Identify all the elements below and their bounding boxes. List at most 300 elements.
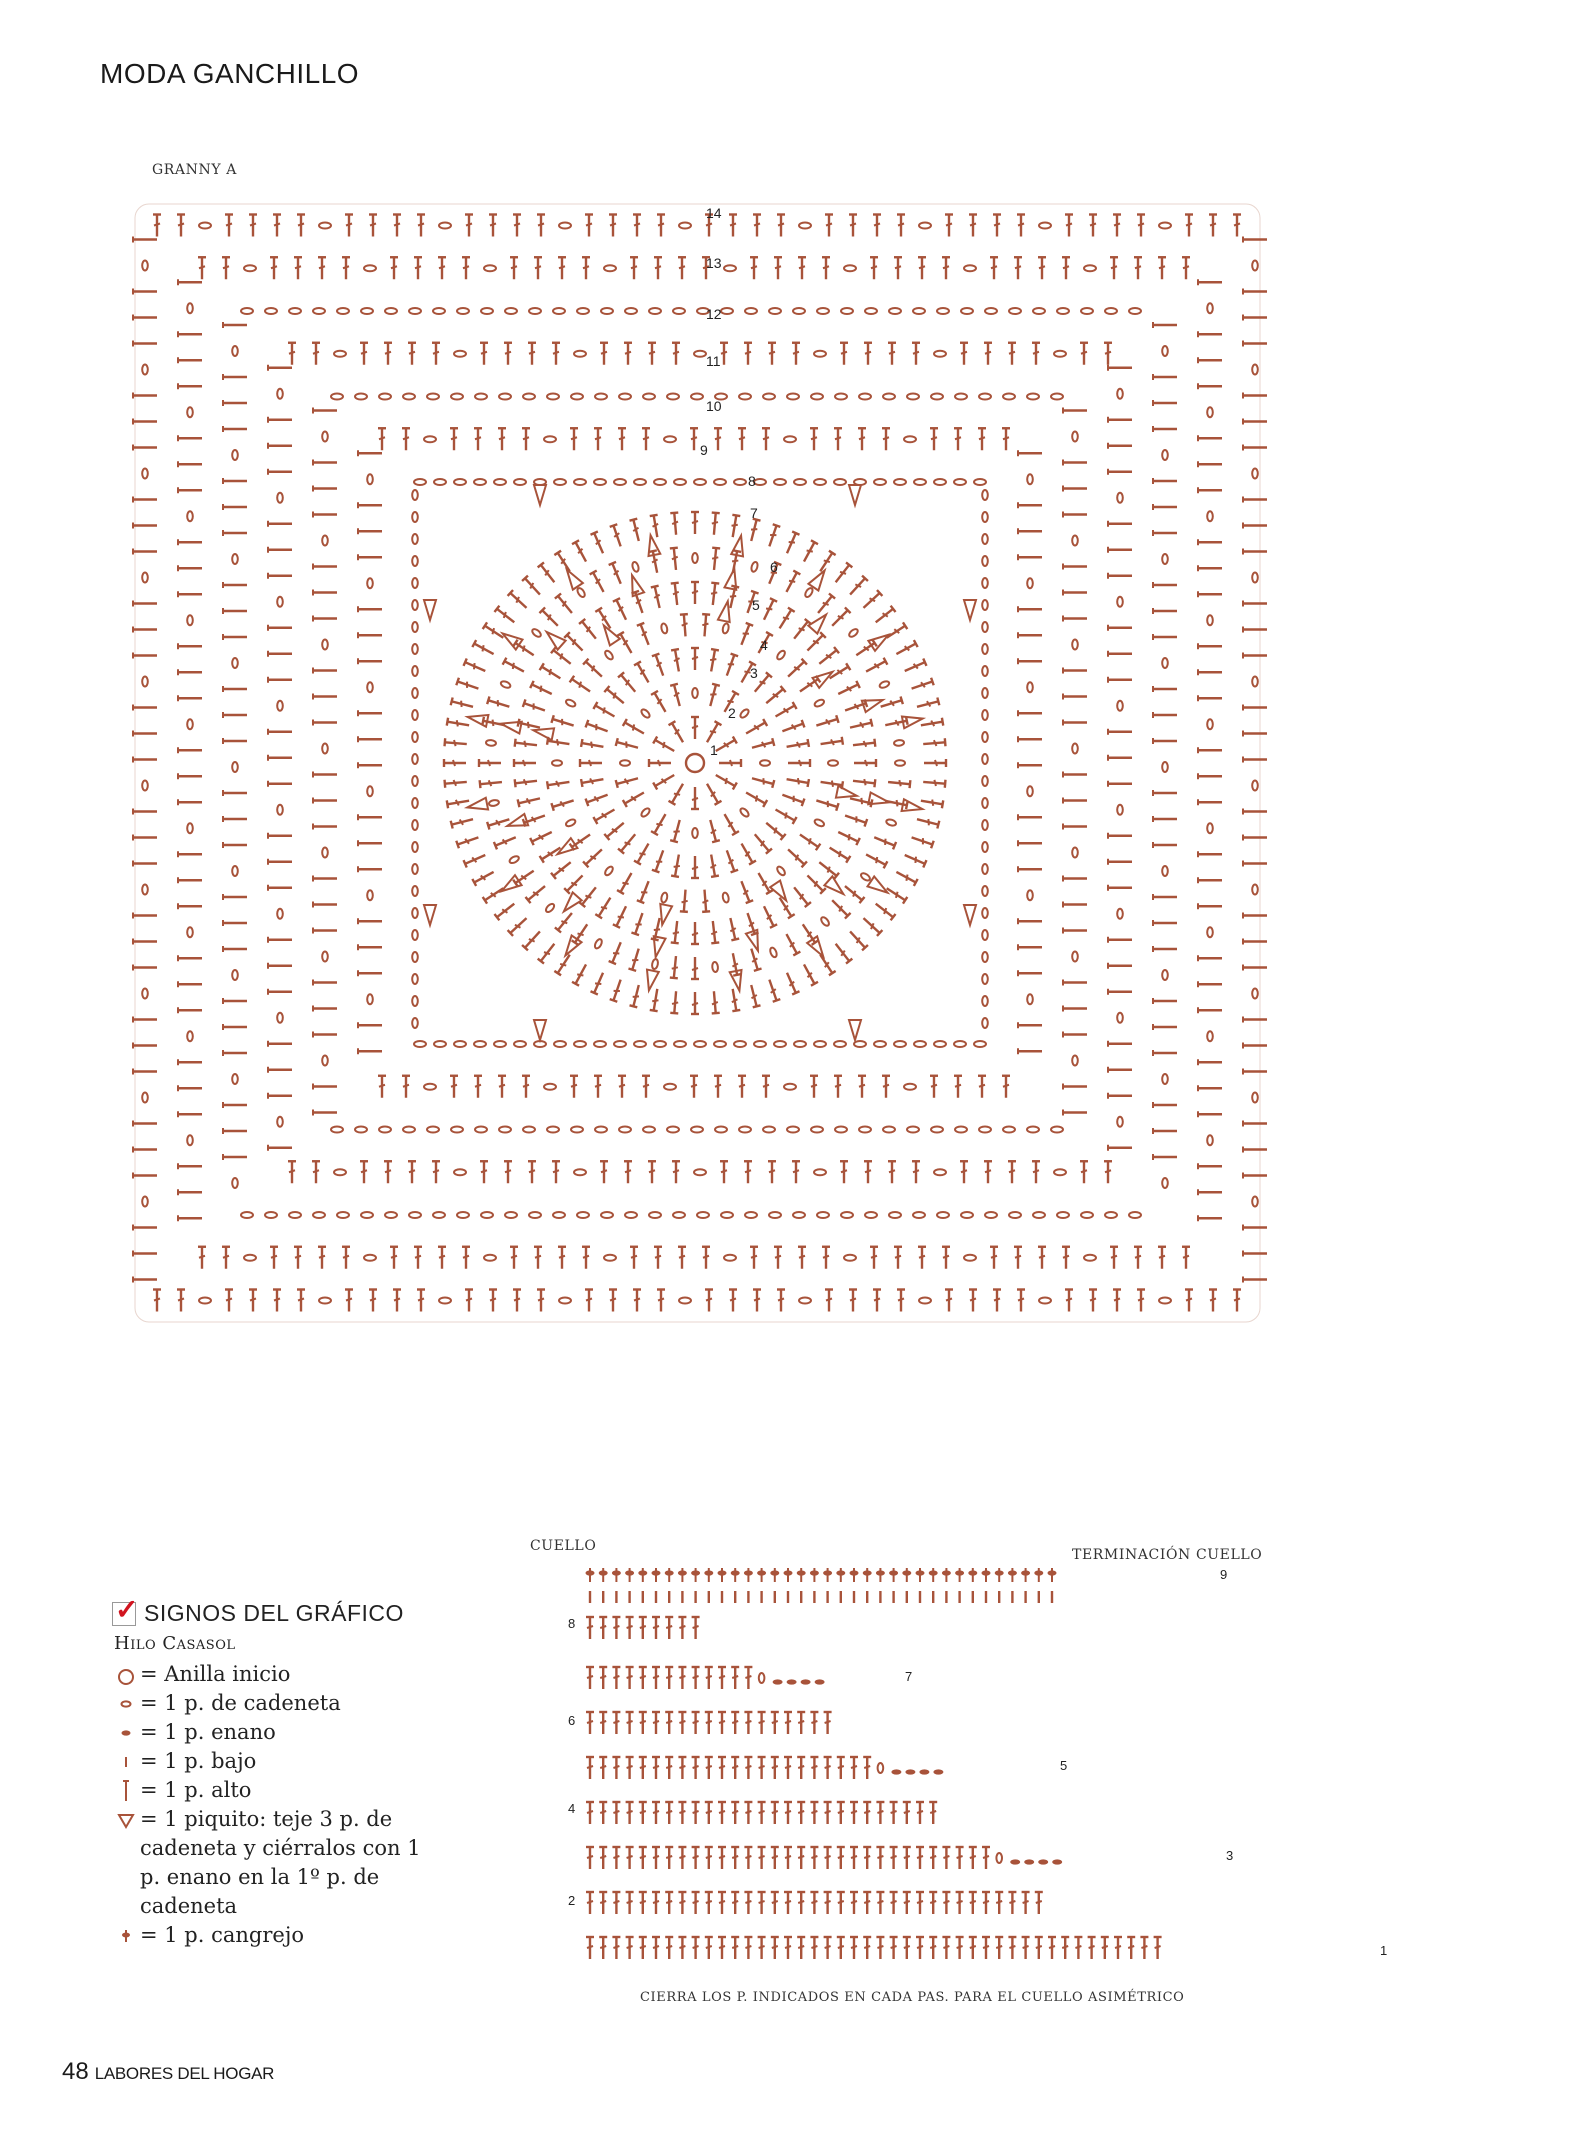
cuello-row-stitch [678,1617,686,1639]
round-9-stitch [450,428,458,450]
round-10-stitch [451,1127,463,1133]
round-7-stitch [508,915,530,936]
cuello-row-stitch [771,1937,779,1959]
round-13-stitch [582,257,590,279]
round-13-stitch [178,279,202,285]
round-2-stitch [706,819,719,842]
cuello-chart [560,1555,1410,1985]
round-13-stitch [390,257,398,279]
round-11-stitch [1108,833,1132,839]
round-11-stitch [268,1041,292,1047]
round-12-stitch [1057,1212,1069,1218]
round-3-stitch [586,720,609,735]
round-14-stitch [489,1290,497,1312]
round-2-stitch [760,760,770,766]
round-13-stitch [964,1255,976,1261]
cuello-row-stitch [758,1937,766,1959]
cuello-row-stitch [797,1937,805,1959]
round-6-stitch [873,834,896,850]
cuello-row-stitch [850,1757,858,1779]
round-12-stitch [409,308,421,314]
corner-picot [849,1020,861,1040]
round-13-stitch [1207,1135,1213,1145]
round-12-stitch [865,1212,877,1218]
round-14-stitch [133,601,157,607]
round-9-stitch [367,994,373,1004]
round-11-stitch [432,1161,440,1183]
round-10-stitch [979,1127,991,1133]
round-3-stitch [618,832,638,854]
cuello-row-stitch [652,1802,660,1824]
round-11-stitch [528,343,536,365]
round-10-stitch [322,848,328,858]
cuello-row-stitch [837,1892,845,1914]
round-8-chain [412,556,418,566]
round-14-stitch [729,1290,737,1312]
round-13-stitch [1158,1247,1166,1269]
cuello-row-stitch [626,1937,634,1959]
round-number-label: 2 [728,705,736,721]
round-13-stitch [1207,719,1213,729]
cuello-row-stitch [599,1712,607,1734]
round-11-stitch [504,343,512,365]
cuello-caption: CIERRA LOS P. INDICADOS EN CADA PAS. PARA EL CUELLO ASIMÉTRICO [640,1990,1185,2005]
round-12-stitch [241,308,253,314]
cuello-row-stitch [810,1892,818,1914]
round-11-stitch [268,651,292,657]
round-14-stitch [1159,223,1171,229]
round-10-stitch [739,1127,751,1133]
round-9-stitch [358,554,382,560]
cuello-row-stitch [955,1568,964,1582]
round-12-stitch [1153,738,1177,744]
round-10-stitch [619,394,631,400]
chain-icon [112,1689,140,1718]
round-14-stitch [1252,1093,1258,1103]
round-5-stitch [837,828,860,845]
cuello-row-stitch [612,1667,620,1689]
cuello-row-stitch [810,1757,818,1779]
cuello-slip-stitch [891,1769,901,1774]
cuello-row-stitch [652,1937,660,1959]
round-2-stitch [616,774,639,787]
round-13-stitch [822,1247,830,1269]
round-10-stitch [763,394,775,400]
round-13-stitch [990,257,998,279]
cuello-row-stitch [692,1847,700,1869]
round-10-stitch [787,1127,799,1133]
round-11-stitch [840,1161,848,1183]
round-12-stitch [1153,504,1177,510]
round-12-stitch [457,308,469,314]
round-13-stitch [942,257,950,279]
round-4-stitch [565,698,576,707]
round-1-stitch [691,787,699,809]
round-14-stitch [133,939,157,945]
cuello-row-stitch [639,1892,647,1914]
round-5-stitch [805,873,826,894]
round-10-stitch [1051,1127,1063,1133]
round-13-stitch [178,1189,202,1195]
cuello-row-stitch [652,1757,660,1779]
round-9-stitch [498,428,506,450]
round-4-stitch [660,892,668,903]
round-12-stitch [1033,308,1045,314]
round-13-stitch [1198,1111,1222,1117]
round-14-stitch [1243,1043,1267,1049]
round-4-stitch [722,623,730,634]
round-13-stitch [1198,877,1222,883]
round-2-stitch [651,812,669,835]
round-13-stitch [1198,383,1222,389]
round-7-stitch [447,718,470,730]
round-3-stitch [652,654,667,677]
round-14-stitch [133,497,157,503]
cuello-row-stitch [876,1892,884,1914]
round-6-stitch [525,883,547,903]
round-13-stitch [178,539,202,545]
round-9-stitch [358,762,382,768]
legend-item [112,1805,432,1921]
round-13-stitch [1198,643,1222,649]
cuello-row-stitch [692,1667,700,1689]
round-14-stitch [369,1290,377,1312]
round-9-stitch [714,428,722,450]
cuello-slip-stitch [933,1769,943,1774]
legend-item-text: = Anilla inicio [140,1662,291,1686]
round-14-stitch [1137,215,1145,237]
cuello-row-stitch [599,1617,607,1639]
round-8-chain [982,644,988,654]
cuello-row-stitch [876,1568,885,1582]
granny-outline [135,204,1260,1322]
round-13-stitch [1198,357,1222,363]
cuello-row-stitch [718,1667,726,1689]
round-8-chain [412,930,418,940]
cuello-row-stitch [797,1568,806,1582]
round-8-chain [982,842,988,852]
round-3-stitch [764,686,786,706]
round-8-chain [982,886,988,896]
round-8-chain [982,952,988,962]
round-1-stitch [653,772,676,790]
round-11-stitch [1108,365,1132,371]
cuello-row-stitch [639,1937,647,1959]
round-14-stitch [133,1017,157,1023]
round-6-stitch [508,855,519,865]
cuello-row-stitch [665,1712,673,1734]
round-12-stitch [1153,1050,1177,1056]
round-3-stitch [671,649,683,672]
round-14-stitch [657,1290,665,1312]
round-14-stitch [199,223,211,229]
round-8-chain [614,479,626,485]
round-12-stitch [1153,322,1177,328]
round-6-stitch [555,593,575,615]
cuello-slip-stitch [787,1679,797,1684]
round-7-stitch [650,515,662,538]
round-4-stitch [815,715,838,729]
round-7-stitch [444,759,466,767]
round-13-stitch [187,303,193,313]
round-12-stitch [553,1212,565,1218]
round-14-stitch [585,1290,593,1312]
round-7-stitch [766,524,781,547]
round-11-stitch [268,1145,292,1151]
round-3-stitch [593,806,616,824]
cuello-row-stitch [599,1937,607,1959]
round-12-stitch [223,1050,247,1056]
cuello-row-stitch [1008,1568,1017,1582]
round-3-stitch [580,759,602,767]
round-12-stitch [1153,634,1177,640]
round-12-stitch [961,1212,973,1218]
round-8-chain [412,798,418,808]
round-4-stitch [820,737,843,748]
round-8-chain [982,600,988,610]
round-3-stitch [786,739,809,751]
legend-item [112,1921,432,1950]
round-10-stitch [1063,1006,1087,1012]
cuello-row-stitch [903,1892,911,1914]
round-5-stitch [817,859,839,879]
round-2-stitch [620,760,630,766]
cuello-row-stitch [586,1847,594,1869]
round-13-stitch [187,1135,193,1145]
round-14-stitch [1243,1277,1267,1283]
cuello-row-stitch [744,1757,752,1779]
round-6-stitch [894,740,905,747]
legend-item [112,1660,432,1689]
round-7-stitch [691,512,699,534]
round-14-stitch [1233,1290,1241,1312]
round-7-stitch [494,606,516,626]
round-4-stitch [583,846,605,867]
cuello-row-stitch [903,1937,911,1959]
round-12-stitch [1153,374,1177,380]
round-5-stitch [523,699,546,714]
round-1-stitch [669,782,687,805]
cuello-row-stitch [956,1892,964,1914]
round-2-stitch [744,789,767,807]
round-12-stitch [817,1212,829,1218]
round-10-stitch [313,1110,337,1116]
round-11-stitch [648,343,656,365]
round-12-stitch [577,308,589,314]
legend-item [112,1747,432,1776]
round-12-stitch [457,1212,469,1218]
round-12-stitch [817,308,829,314]
legend-title-text: SIGNOS DEL GRÁFICO [144,1600,404,1626]
cuello-row-stitch [758,1757,766,1779]
round-12-stitch [985,308,997,314]
round-9-stitch [522,1076,530,1098]
round-13-stitch [702,1247,710,1269]
cuello-row-stitch [863,1802,871,1824]
round-14-stitch [1243,835,1267,841]
cuello-row-stitch [758,1847,766,1869]
round-11-stitch [1108,963,1132,969]
round-number-label: 6 [770,559,778,575]
round-12-stitch [913,308,925,314]
round-14-stitch [1243,861,1267,867]
round-number-label: 3 [750,665,758,681]
cuello-row-stitch [744,1937,752,1959]
round-14-stitch [1243,289,1267,295]
round-7-stitch [630,984,643,1007]
round-10-stitch [1072,952,1078,962]
round-10-stitch [1003,394,1015,400]
round-14-stitch [133,1043,157,1049]
cuello-turn-chain [878,1763,884,1773]
round-6-stitch [480,778,503,788]
round-4-stitch [551,797,574,811]
round-9-stitch [714,1076,722,1098]
round-11-stitch [268,989,292,995]
round-10-stitch [403,394,415,400]
round-14-stitch [513,215,521,237]
round-11-stitch [384,1161,392,1183]
round-3-stitch [593,702,616,720]
round-5-stitch [837,681,860,698]
round-14-stitch [133,1147,157,1153]
round-2-stitch [751,738,774,751]
cuello-row-stitch [678,1847,686,1869]
round-8-chain [554,1041,566,1047]
round-11-stitch [1104,343,1112,365]
cuello-row-stitch [665,1757,673,1779]
cuello-row-stitch [1008,1937,1016,1959]
cuello-row-stitch [797,1802,805,1824]
round-8-chain [854,1041,866,1047]
round-11-stitch [1108,573,1132,579]
round-14-stitch [1243,1251,1267,1257]
round-9-stitch [1018,970,1042,976]
cuello-row-stitch [718,1892,726,1914]
cuello-row-stitch [889,1568,898,1582]
round-8-chain [514,479,526,485]
round-11-stitch [268,443,292,449]
round-11-stitch [1117,597,1123,607]
cuello-row-stitch [995,1892,1003,1914]
round-10-stitch [313,590,337,596]
round-7-stitch [456,678,479,693]
cuello-row-stitch [784,1847,792,1869]
round-9-stitch [858,1076,866,1098]
round-14-stitch [133,341,157,347]
round-6-stitch [848,628,859,639]
round-10-stitch [571,1127,583,1133]
round-14-stitch [1243,913,1267,919]
round-10-stitch [322,640,328,650]
round-5-stitch [595,896,613,919]
round-12-stitch [769,1212,781,1218]
round-14-stitch [897,215,905,237]
round-6-stitch [864,851,887,868]
cuello-row-stitch [903,1802,911,1824]
round-14-stitch [1243,237,1267,243]
round-10-stitch [355,394,367,400]
round-8-chain [674,479,686,485]
round-14-stitch [777,1290,785,1312]
cuello-row-stitch [612,1757,620,1779]
round-2-stitch [623,719,646,737]
round-6-stitch [503,658,526,675]
round-14-stitch [465,1290,473,1312]
round-10-stitch [322,952,328,962]
cuello-row-stitch [810,1847,818,1869]
round-11-stitch [720,343,728,365]
cuello-row-stitch [969,1937,977,1959]
round-6-stitch [545,902,556,913]
round-number-label: 4 [760,637,768,653]
round-9-stitch [1018,450,1042,456]
cuello-end-label: TERMINACIÓN CUELLO [1072,1547,1263,1563]
round-10-stitch [313,564,337,570]
round-7-stitch [847,929,868,951]
round-12-stitch [223,374,247,380]
round-9-stitch [810,1076,818,1098]
round-5-stitch [631,912,646,935]
round-9-stitch [1018,944,1042,950]
round-14-stitch [1243,939,1267,945]
round-10-stitch [859,1127,871,1133]
round-5-stitch [760,905,777,928]
cuello-row-stitch [665,1667,673,1689]
legend [112,1592,432,1950]
round-14-stitch [249,1290,257,1312]
round-13-stitch [187,719,193,729]
round-11-stitch [408,1161,416,1183]
corner-picot [849,485,861,505]
round-13-stitch [1198,851,1222,857]
round-11-stitch [1108,989,1132,995]
round-12-stitch [223,1154,247,1160]
cuello-row-stitch [810,1937,818,1959]
round-14-stitch [753,215,761,237]
round-10-stitch [379,1127,391,1133]
round-14-stitch [142,677,148,687]
round-10-stitch [907,1127,919,1133]
round-9-stitch [402,428,410,450]
round-12-stitch [1162,866,1168,876]
round-13-stitch [774,1247,782,1269]
round-9-stitch [358,970,382,976]
round-14-stitch [1243,731,1267,737]
round-10-stitch [355,1127,367,1133]
round-7-stitch [885,622,908,641]
cuello-row-stitch [718,1757,726,1779]
round-13-stitch [1198,903,1222,909]
picot-stitch [543,627,566,649]
round-14-stitch [1252,469,1258,479]
round-5-stitch [613,905,630,928]
granny-label: GRANNY A [152,162,237,178]
round-1-stitch [669,721,687,744]
round-6-stitch [539,607,560,628]
cuello-row-stitch [771,1892,779,1914]
start-ring [686,754,704,772]
round-7-stitch [483,885,506,904]
round-6-stitch [494,834,517,850]
round-12-stitch [505,1212,517,1218]
cuello-row-stitch [850,1937,858,1959]
round-14-stitch [439,223,451,229]
round-14-stitch [142,885,148,895]
legend-title [112,1592,432,1627]
round-12-stitch [223,1128,247,1134]
cuello-row-number: 1 [1380,1943,1388,1958]
